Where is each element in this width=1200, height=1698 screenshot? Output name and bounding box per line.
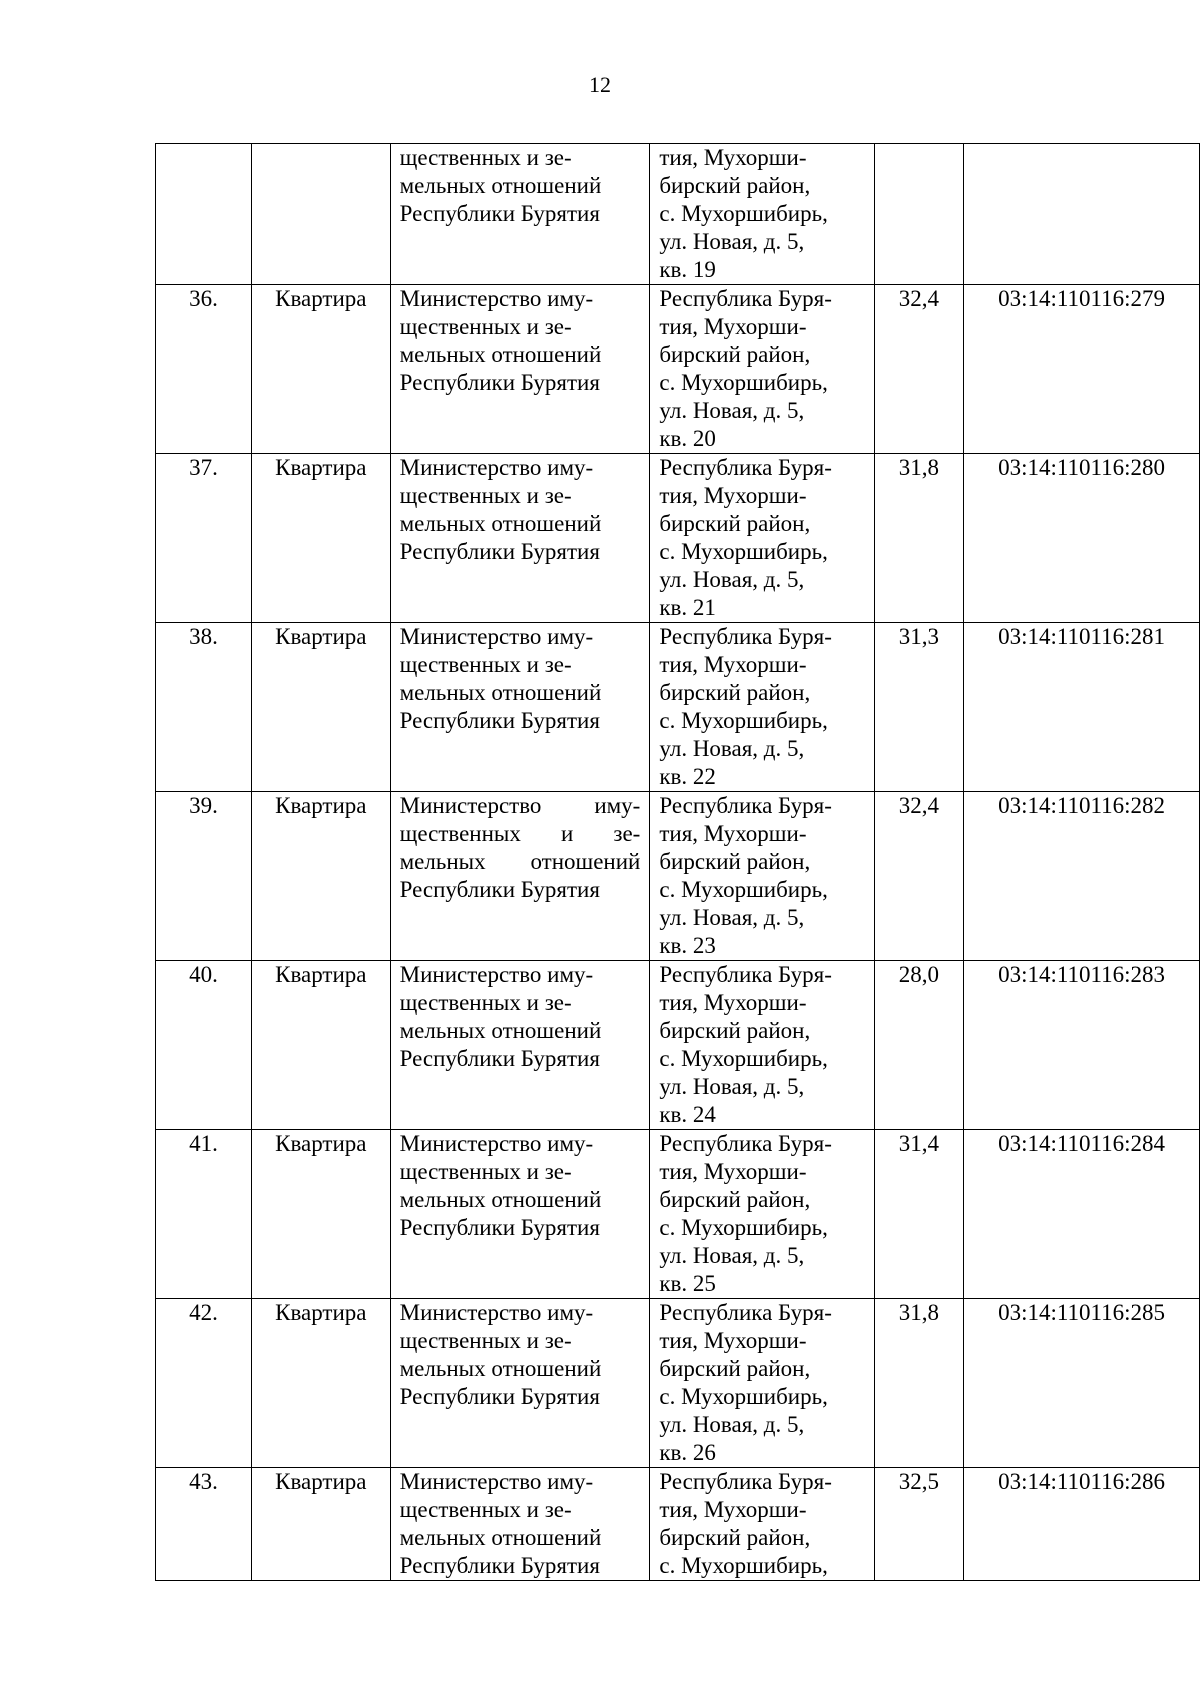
owner-cell bbox=[390, 454, 650, 623]
owner-line: щественных и зе- bbox=[399, 1328, 572, 1353]
address-line: Республика Буря- bbox=[659, 1469, 832, 1494]
owner-line: мельных отношений bbox=[399, 511, 602, 536]
area-cell bbox=[874, 792, 963, 961]
address-line: бирский район, bbox=[659, 1525, 811, 1550]
area-cell bbox=[874, 285, 963, 454]
owner-line: щественных и зе- bbox=[399, 314, 572, 339]
owner-cell bbox=[390, 1130, 650, 1299]
owner-line: Республики Бурятия bbox=[399, 1215, 600, 1240]
address-line: Республика Буря- bbox=[659, 793, 832, 818]
address-line: бирский район, bbox=[659, 1187, 811, 1212]
address-line: с. Мухоршибирь, bbox=[659, 370, 828, 395]
object-type: Квартира bbox=[275, 1469, 367, 1494]
object-type: Квартира bbox=[275, 286, 367, 311]
address-cell bbox=[650, 285, 874, 454]
address-line: кв. 23 bbox=[659, 933, 716, 958]
owner-line: щественных и зе- bbox=[399, 1497, 572, 1522]
address-line: тия, Мухорши- bbox=[659, 1159, 807, 1184]
cadastral-number: 03:14:110116:279 bbox=[998, 286, 1166, 311]
address-line: с. Мухоршибирь, bbox=[659, 1384, 828, 1409]
area-cell bbox=[874, 623, 963, 792]
address-line: бирский район, bbox=[659, 680, 811, 705]
address-line: тия, Мухорши- bbox=[659, 314, 807, 339]
area-value: 32,4 bbox=[898, 286, 939, 311]
owner-line: Республики Бурятия bbox=[399, 539, 600, 564]
owner-line: Республики Бурятия bbox=[399, 708, 600, 733]
area-value: 31,4 bbox=[898, 1131, 939, 1156]
cadastral-number: 03:14:110116:286 bbox=[998, 1469, 1166, 1494]
cadastral-number: 03:14:110116:283 bbox=[998, 962, 1166, 987]
owner-line: Министерство иму- bbox=[399, 624, 594, 649]
table-row bbox=[156, 792, 1200, 961]
row-number-cell bbox=[156, 454, 252, 623]
address-cell bbox=[650, 792, 874, 961]
owner-line: Министерство иму- bbox=[399, 286, 594, 311]
row-number-cell bbox=[156, 1299, 252, 1468]
owner-line: Республики Бурятия bbox=[399, 1553, 600, 1578]
row-number-cell bbox=[156, 1468, 252, 1581]
table-row bbox=[156, 1468, 1200, 1581]
owner-line: щественных и зе- bbox=[399, 821, 641, 846]
row-number-cell bbox=[156, 792, 252, 961]
address-line: тия, Мухорши- bbox=[659, 1497, 807, 1522]
table-row bbox=[156, 623, 1200, 792]
address-line: бирский район, bbox=[659, 173, 811, 198]
row-number: 43. bbox=[189, 1469, 218, 1494]
object-type-cell bbox=[251, 792, 390, 961]
table-row bbox=[156, 285, 1200, 454]
owner-line: мельных отношений bbox=[399, 1356, 602, 1381]
address-line: кв. 22 bbox=[659, 764, 716, 789]
object-type-cell bbox=[251, 285, 390, 454]
owner-line: мельных отношений bbox=[399, 1187, 602, 1212]
owner-line: щественных и зе- bbox=[399, 145, 572, 170]
address-line: тия, Мухорши- bbox=[659, 1328, 807, 1353]
cadastral-cell bbox=[964, 1299, 1200, 1468]
object-type-cell bbox=[251, 1299, 390, 1468]
row-number: 40. bbox=[189, 962, 218, 987]
address-line: бирский район, bbox=[659, 1356, 811, 1381]
area-value: 28,0 bbox=[898, 962, 939, 987]
cadastral-cell bbox=[964, 623, 1200, 792]
row-number-cell bbox=[156, 285, 252, 454]
cadastral-number: 03:14:110116:282 bbox=[998, 793, 1166, 818]
area-cell bbox=[874, 961, 963, 1130]
area-value: 31,8 bbox=[898, 1300, 939, 1325]
address-line: кв. 25 bbox=[659, 1271, 716, 1296]
row-number: 42. bbox=[189, 1300, 218, 1325]
object-type-cell bbox=[251, 1130, 390, 1299]
area-value: 31,8 bbox=[898, 455, 939, 480]
address-cell bbox=[650, 961, 874, 1130]
owner-line: Республики Бурятия bbox=[399, 1384, 600, 1409]
row-number-cell bbox=[156, 144, 252, 285]
owner-line: щественных и зе- bbox=[399, 652, 572, 677]
address-line: ул. Новая, д. 5, bbox=[659, 398, 805, 423]
object-type-cell bbox=[251, 144, 390, 285]
address-line: Республика Буря- bbox=[659, 1131, 832, 1156]
area-cell bbox=[874, 1130, 963, 1299]
address-line: тия, Мухорши- bbox=[659, 483, 807, 508]
cadastral-cell bbox=[964, 1130, 1200, 1299]
address-line: кв. 20 bbox=[659, 426, 716, 451]
owner-line: щественных и зе- bbox=[399, 483, 572, 508]
object-type-cell bbox=[251, 623, 390, 792]
owner-line: Республики Бурятия bbox=[399, 201, 600, 226]
object-type: Квартира bbox=[275, 1131, 367, 1156]
owner-line: мельных отношений bbox=[399, 1525, 602, 1550]
address-line: с. Мухоршибирь, bbox=[659, 708, 828, 733]
table-row bbox=[156, 1299, 1200, 1468]
property-table bbox=[155, 143, 1200, 1581]
row-number-cell bbox=[156, 961, 252, 1130]
table-row bbox=[156, 454, 1200, 623]
row-number-cell bbox=[156, 623, 252, 792]
row-number: 39. bbox=[189, 793, 218, 818]
owner-cell bbox=[390, 623, 650, 792]
owner-cell bbox=[390, 961, 650, 1130]
table-row bbox=[156, 144, 1200, 285]
cadastral-cell bbox=[964, 1468, 1200, 1581]
owner-line: Министерство иму- bbox=[399, 962, 594, 987]
cadastral-cell bbox=[964, 285, 1200, 454]
address-line: ул. Новая, д. 5, bbox=[659, 1412, 805, 1437]
owner-cell bbox=[390, 285, 650, 454]
address-cell bbox=[650, 454, 874, 623]
row-number-cell bbox=[156, 1130, 252, 1299]
address-line: кв. 24 bbox=[659, 1102, 716, 1127]
owner-line: мельных отношений bbox=[399, 342, 602, 367]
owner-line: щественных и зе- bbox=[399, 990, 572, 1015]
address-line: ул. Новая, д. 5, bbox=[659, 229, 805, 254]
address-line: с. Мухоршибирь, bbox=[659, 201, 828, 226]
row-number: 37. bbox=[189, 455, 218, 480]
address-line: тия, Мухорши- bbox=[659, 821, 807, 846]
area-cell bbox=[874, 1299, 963, 1468]
owner-line: мельных отношений bbox=[399, 680, 602, 705]
address-line: Республика Буря- bbox=[659, 624, 832, 649]
owner-line: мельных отношений bbox=[399, 1018, 602, 1043]
owner-line: мельных отношений bbox=[399, 849, 641, 874]
address-line: ул. Новая, д. 5, bbox=[659, 567, 805, 592]
owner-cell bbox=[390, 792, 650, 961]
area-value: 32,5 bbox=[898, 1469, 939, 1494]
address-line: Республика Буря- bbox=[659, 962, 832, 987]
owner-cell bbox=[390, 1299, 650, 1468]
cadastral-number: 03:14:110116:284 bbox=[998, 1131, 1166, 1156]
cadastral-number: 03:14:110116:285 bbox=[998, 1300, 1166, 1325]
cadastral-cell bbox=[964, 792, 1200, 961]
address-line: с. Мухоршибирь, bbox=[659, 1553, 828, 1578]
owner-line: Министерство иму- bbox=[399, 455, 594, 480]
object-type: Квартира bbox=[275, 1300, 367, 1325]
cadastral-number: 03:14:110116:280 bbox=[998, 455, 1166, 480]
object-type: Квартира bbox=[275, 455, 367, 480]
address-line: ул. Новая, д. 5, bbox=[659, 1074, 805, 1099]
address-line: Республика Буря- bbox=[659, 1300, 832, 1325]
address-line: бирский район, bbox=[659, 849, 811, 874]
address-line: с. Мухоршибирь, bbox=[659, 539, 828, 564]
area-cell bbox=[874, 454, 963, 623]
address-line: с. Мухоршибирь, bbox=[659, 1046, 828, 1071]
area-cell bbox=[874, 144, 963, 285]
object-type-cell bbox=[251, 1468, 390, 1581]
object-type: Квартира bbox=[275, 624, 367, 649]
cadastral-cell bbox=[964, 454, 1200, 623]
address-line: кв. 19 bbox=[659, 257, 716, 282]
object-type-cell bbox=[251, 454, 390, 623]
owner-line: Республики Бурятия bbox=[399, 370, 600, 395]
address-cell bbox=[650, 144, 874, 285]
property-table-body bbox=[156, 144, 1200, 1581]
owner-cell bbox=[390, 144, 650, 285]
row-number: 41. bbox=[189, 1131, 218, 1156]
address-cell bbox=[650, 1130, 874, 1299]
object-type: Квартира bbox=[275, 962, 367, 987]
owner-line: Республики Бурятия bbox=[399, 877, 600, 902]
area-value: 32,4 bbox=[898, 793, 939, 818]
address-line: ул. Новая, д. 5, bbox=[659, 1243, 805, 1268]
address-line: ул. Новая, д. 5, bbox=[659, 736, 805, 761]
address-line: Республика Буря- bbox=[659, 286, 832, 311]
object-type: Квартира bbox=[275, 793, 367, 818]
row-number: 38. bbox=[189, 624, 218, 649]
address-cell bbox=[650, 1299, 874, 1468]
address-line: Республика Буря- bbox=[659, 455, 832, 480]
page-number: 12 bbox=[589, 72, 611, 97]
area-value: 31,3 bbox=[898, 624, 939, 649]
address-line: ул. Новая, д. 5, bbox=[659, 905, 805, 930]
table-row bbox=[156, 1130, 1200, 1299]
address-line: бирский район, bbox=[659, 342, 811, 367]
address-line: с. Мухоршибирь, bbox=[659, 1215, 828, 1240]
owner-line: Министерство иму- bbox=[399, 1469, 594, 1494]
row-number: 36. bbox=[189, 286, 218, 311]
address-cell bbox=[650, 623, 874, 792]
address-line: кв. 26 bbox=[659, 1440, 716, 1465]
address-line: кв. 21 bbox=[659, 595, 716, 620]
address-cell bbox=[650, 1468, 874, 1581]
address-line: бирский район, bbox=[659, 511, 811, 536]
address-line: тия, Мухорши- bbox=[659, 990, 807, 1015]
address-line: тия, Мухорши- bbox=[659, 652, 807, 677]
owner-line: Министерство иму- bbox=[399, 1131, 594, 1156]
cadastral-number: 03:14:110116:281 bbox=[998, 624, 1166, 649]
cadastral-cell bbox=[964, 961, 1200, 1130]
owner-line: Министерство иму- bbox=[399, 1300, 594, 1325]
owner-line: Республики Бурятия bbox=[399, 1046, 600, 1071]
owner-line: мельных отношений bbox=[399, 173, 602, 198]
object-type-cell bbox=[251, 961, 390, 1130]
owner-cell bbox=[390, 1468, 650, 1581]
owner-line: Министерство иму- bbox=[399, 793, 641, 818]
address-line: бирский район, bbox=[659, 1018, 811, 1043]
address-line: тия, Мухорши- bbox=[659, 145, 807, 170]
table-row bbox=[156, 961, 1200, 1130]
owner-line: щественных и зе- bbox=[399, 1159, 572, 1184]
address-line: с. Мухоршибирь, bbox=[659, 877, 828, 902]
area-cell bbox=[874, 1468, 963, 1581]
cadastral-cell bbox=[964, 144, 1200, 285]
